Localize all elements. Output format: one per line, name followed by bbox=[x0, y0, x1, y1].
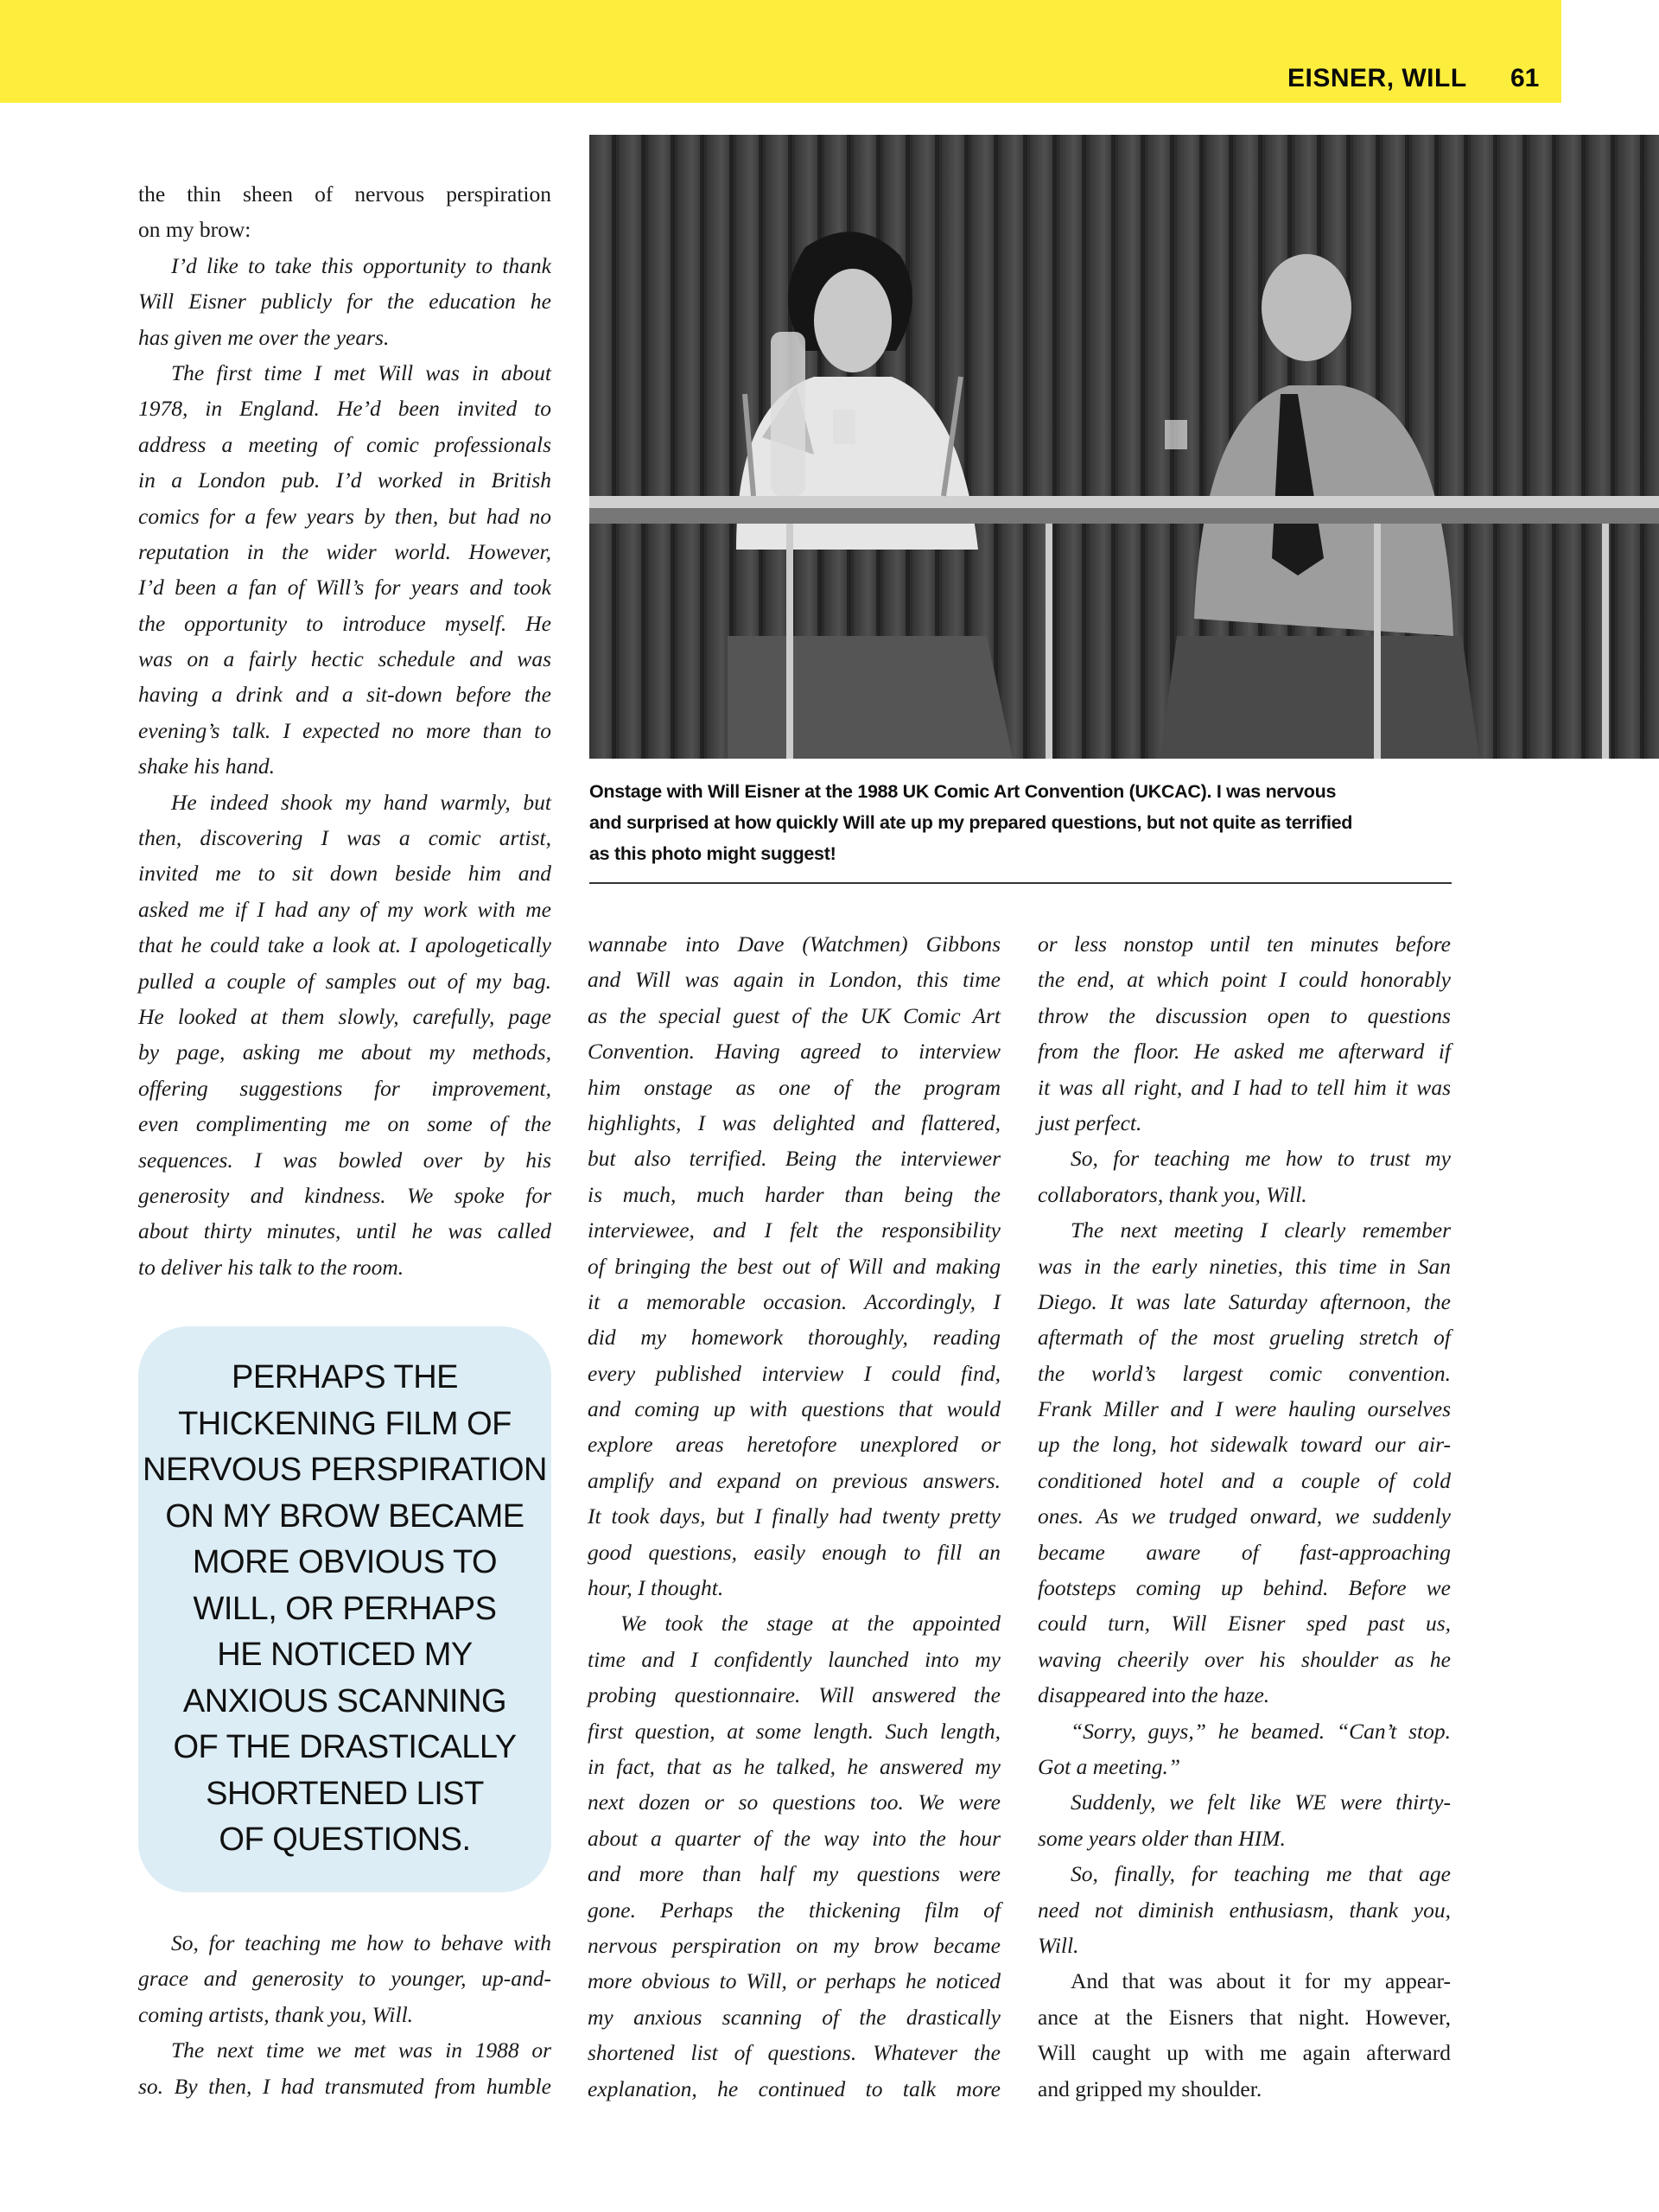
text-line: it was all right, and I had to tell him it was bbox=[1038, 1074, 1451, 1100]
text-line: about thirty minutes, until he was called bbox=[138, 1218, 551, 1244]
pull-quote-line: OF THE DRASTICALLY bbox=[173, 1729, 517, 1765]
text-line: every published interview I could find, bbox=[588, 1360, 1001, 1386]
text-line: Will. bbox=[1038, 1932, 1079, 1958]
pull-quote-line: MORE OBVIOUS TO bbox=[192, 1544, 498, 1580]
text-line: waving cheerily over his shoulder as he bbox=[1038, 1646, 1451, 1672]
caption-line: as this photo might suggest! bbox=[589, 843, 836, 864]
text-line: offering suggestions for improvement, bbox=[138, 1075, 551, 1101]
text-line: my anxious scanning of the drastically bbox=[588, 2004, 1001, 2030]
text-line: amplify and expand on previous answers. bbox=[588, 1467, 1001, 1493]
text-line: 1978, in England. He’d been invited to bbox=[138, 396, 551, 422]
pull-quote-line: NERVOUS PERSPIRATION bbox=[143, 1452, 547, 1488]
text-line: shortened list of questions. Whatever the bbox=[588, 2040, 1001, 2066]
running-head: EISNER, WILL bbox=[1287, 64, 1467, 92]
table bbox=[589, 496, 1659, 508]
text-line: explanation, he continued to talk more bbox=[588, 2075, 1001, 2101]
text-line: has given me over the years. bbox=[138, 324, 390, 350]
text-line: throw the discussion open to questions bbox=[1038, 1002, 1451, 1028]
text-line: conditioned hotel and a couple of cold bbox=[1038, 1467, 1451, 1493]
text-line: He indeed shook my hand warmly, but bbox=[171, 789, 551, 815]
text-line: Diego. It was late Saturday afternoon, the bbox=[1038, 1288, 1451, 1314]
text-line: or less nonstop until ten minutes before bbox=[1038, 931, 1451, 957]
text-line: him onstage as one of the program bbox=[588, 1074, 1001, 1100]
text-line: gone. Perhaps the thickening film of bbox=[588, 1897, 1001, 1923]
text-line: Got a meeting.” bbox=[1038, 1753, 1181, 1779]
page-number: 61 bbox=[1510, 64, 1540, 92]
text-line: that he could take a look at. I apologetically bbox=[138, 932, 551, 958]
text-line: Frank Miller and I were hauling ourselves bbox=[1038, 1396, 1451, 1422]
text-line: to deliver his talk to the room. bbox=[138, 1254, 404, 1280]
text-line: the thin sheen of nervous perspiration bbox=[138, 181, 551, 207]
text-line: about a quarter of the way into the hour bbox=[588, 1825, 1001, 1851]
text-line: He looked at them slowly, carefully, page bbox=[138, 1003, 551, 1029]
caption-line: Onstage with Will Eisner at the 1988 UK Comic Art Convention (UKCAC). I was nervous bbox=[589, 781, 1337, 802]
text-line: And that was about it for my appear- bbox=[1071, 1968, 1451, 1994]
pull-quote-line: OF QUESTIONS. bbox=[219, 1821, 471, 1858]
text-line: invited me to sit down beside him and bbox=[138, 861, 551, 887]
text-line: shake his hand. bbox=[138, 753, 275, 779]
text-line: hour, I thought. bbox=[588, 1575, 724, 1601]
text-line: so. By then, I had transmuted from humble bbox=[138, 2073, 551, 2099]
text-line: collaborators, thank you, Will. bbox=[1038, 1181, 1307, 1207]
text-line: interviewee, and I felt the responsibility bbox=[588, 1217, 1001, 1243]
text-line: disappeared into the haze. bbox=[1038, 1682, 1270, 1708]
text-line: the world’s largest comic convention. bbox=[1038, 1360, 1451, 1386]
text-line: need not diminish enthusiasm, thank you, bbox=[1038, 1897, 1451, 1923]
text-line: ones. As we trudged onward, we suddenly bbox=[1038, 1503, 1451, 1529]
text-line: by page, asking me about my methods, bbox=[138, 1039, 551, 1065]
text-line: just perfect. bbox=[1038, 1109, 1142, 1135]
column-right bbox=[1038, 926, 1451, 2107]
carafe bbox=[771, 332, 805, 496]
text-line: So, for teaching me how to behave with bbox=[171, 1930, 551, 1955]
text-line: as the special guest of the UK Comic Art bbox=[588, 1002, 1001, 1028]
text-line: could turn, Will Eisner sped past us, bbox=[1038, 1611, 1451, 1637]
photo-illustration bbox=[589, 135, 1659, 759]
text-line: on my brow: bbox=[138, 217, 251, 243]
text-line: The next meeting I clearly remember bbox=[1071, 1217, 1451, 1243]
text-line: Convention. Having agreed to interview bbox=[588, 1039, 1001, 1065]
text-line: address a meeting of comic professionals bbox=[138, 431, 551, 457]
text-line: next dozen or so questions too. We were bbox=[588, 1789, 1001, 1815]
text-line: did my homework thoroughly, reading bbox=[588, 1325, 1001, 1351]
photo-caption bbox=[589, 776, 1452, 869]
text-line: and coming up with questions that would bbox=[588, 1396, 1001, 1422]
pull-quote-callout bbox=[138, 1326, 551, 1892]
text-line: explore areas heretofore unexplored or bbox=[588, 1432, 1001, 1458]
text-line: Suddenly, we felt like WE were thirty- bbox=[1071, 1789, 1451, 1815]
text-line: coming artists, thank you, Will. bbox=[138, 2001, 414, 2027]
text-line: nervous perspiration on my brow became bbox=[588, 1932, 1001, 1958]
text-line: generosity and kindness. We spoke for bbox=[138, 1182, 551, 1208]
text-line: reputation in the wider world. However, bbox=[138, 538, 551, 564]
text-line: asked me if I had any of my work with me bbox=[138, 896, 551, 922]
text-line: and gripped my shoulder. bbox=[1038, 2075, 1262, 2101]
pull-quote-line: ANXIOUS SCANNING bbox=[182, 1682, 507, 1719]
text-line: We took the stage at the appointed bbox=[620, 1611, 1001, 1637]
text-line: the opportunity to introduce myself. He bbox=[138, 610, 551, 636]
text-line: of bringing the best out of Will and making bbox=[588, 1253, 1001, 1279]
pull-quote-line: ON MY BROW BECAME bbox=[165, 1497, 524, 1535]
pull-quote-line: THICKENING FILM OF bbox=[178, 1405, 512, 1442]
text-line: pulled a couple of samples out of my bag. bbox=[138, 968, 551, 994]
text-line: The first time I met Will was in about bbox=[171, 359, 551, 385]
text-line: in fact, that as he talked, he answered my bbox=[588, 1753, 1001, 1779]
pull-quote-line: PERHAPS THE bbox=[232, 1359, 458, 1395]
text-line: up the long, hot sidewalk toward our air- bbox=[1038, 1432, 1451, 1458]
text-line: some years older than HIM. bbox=[1038, 1825, 1286, 1851]
text-line: from the floor. He asked me afterward if bbox=[1038, 1039, 1451, 1065]
text-line: Will caught up with me again afterward bbox=[1038, 2040, 1451, 2066]
text-line: then, discovering I was a comic artist, bbox=[138, 825, 551, 851]
caption-rule bbox=[589, 882, 1452, 884]
text-line: but also terrified. Being the interviewer bbox=[588, 1146, 1001, 1172]
text-line: highlights, I was delighted and flattered, bbox=[588, 1109, 1001, 1135]
text-line: I’d like to take this opportunity to thank bbox=[171, 252, 551, 278]
text-line: wannabe into Dave (Watchmen) Gibbons bbox=[588, 931, 1001, 957]
text-line: So, finally, for teaching me that age bbox=[1071, 1861, 1451, 1887]
text-line: footsteps coming up behind. Before we bbox=[1038, 1575, 1451, 1601]
text-line: “Sorry, guys,” he beamed. “Can’t stop. bbox=[1071, 1718, 1451, 1744]
text-line: first question, at some length. Such length, bbox=[588, 1718, 1001, 1744]
text-line: ance at the Eisners that night. However, bbox=[1038, 2004, 1451, 2030]
text-line: The next time we met was in 1988 or bbox=[171, 2037, 551, 2063]
text-line: Will Eisner publicly for the education he bbox=[138, 289, 551, 315]
text-line: good questions, easily enough to fill an bbox=[588, 1539, 1001, 1565]
text-line: It took days, but I finally had twenty pretty bbox=[588, 1503, 1001, 1529]
text-line: and Will was again in London, this time bbox=[588, 967, 1001, 993]
text-line: was on a fairly hectic schedule and was bbox=[138, 646, 551, 672]
column-left-bottom bbox=[138, 1925, 551, 2104]
pull-quote-text bbox=[138, 1355, 551, 1864]
text-line: sequences. I was bowled over by his bbox=[138, 1147, 551, 1173]
text-line: even complimenting me on some of the bbox=[138, 1111, 551, 1137]
pull-quote-line: WILL, OR PERHAPS bbox=[193, 1590, 497, 1627]
photo bbox=[589, 135, 1659, 759]
text-line: grace and generosity to younger, up-and- bbox=[138, 1966, 551, 1992]
text-line: more obvious to Will, or perhaps he noticed bbox=[588, 1968, 1001, 1994]
caption-line: and surprised at how quickly Will ate up my prepared questions, but not quite as terrified bbox=[589, 812, 1353, 833]
text-line: I’d been a fan of Will’s for years and took bbox=[138, 575, 551, 601]
text-line: is much, much harder than being the bbox=[588, 1181, 1001, 1207]
column-middle bbox=[588, 926, 1001, 2107]
text-line: in a London pub. I’d worked in British bbox=[138, 467, 551, 493]
text-line: it a memorable occasion. Accordingly, I bbox=[588, 1288, 1001, 1314]
text-line: comics for a few years by then, but had no bbox=[138, 503, 551, 529]
text-line: aftermath of the most grueling stretch of bbox=[1038, 1325, 1451, 1351]
header-bar bbox=[0, 0, 1561, 103]
pull-quote-line: SHORTENED LIST bbox=[206, 1775, 484, 1812]
text-line: time and I confidently launched into my bbox=[588, 1646, 1001, 1672]
text-line: was in the early nineties, this time in San bbox=[1038, 1253, 1451, 1279]
column-left-top bbox=[138, 176, 551, 1285]
text-line: probing questionnaire. Will answered the bbox=[588, 1682, 1001, 1708]
text-line: became aware of fast-approaching bbox=[1038, 1539, 1451, 1565]
text-line: having a drink and a sit-down before the bbox=[138, 682, 551, 708]
text-line: the end, at which point I could honorably bbox=[1038, 967, 1451, 993]
text-line: So, for teaching me how to trust my bbox=[1071, 1146, 1451, 1172]
text-line: and more than half my questions were bbox=[588, 1861, 1001, 1887]
pull-quote-line: HE NOTICED MY bbox=[217, 1637, 473, 1673]
text-line: evening’s talk. I expected no more than to bbox=[138, 717, 551, 743]
